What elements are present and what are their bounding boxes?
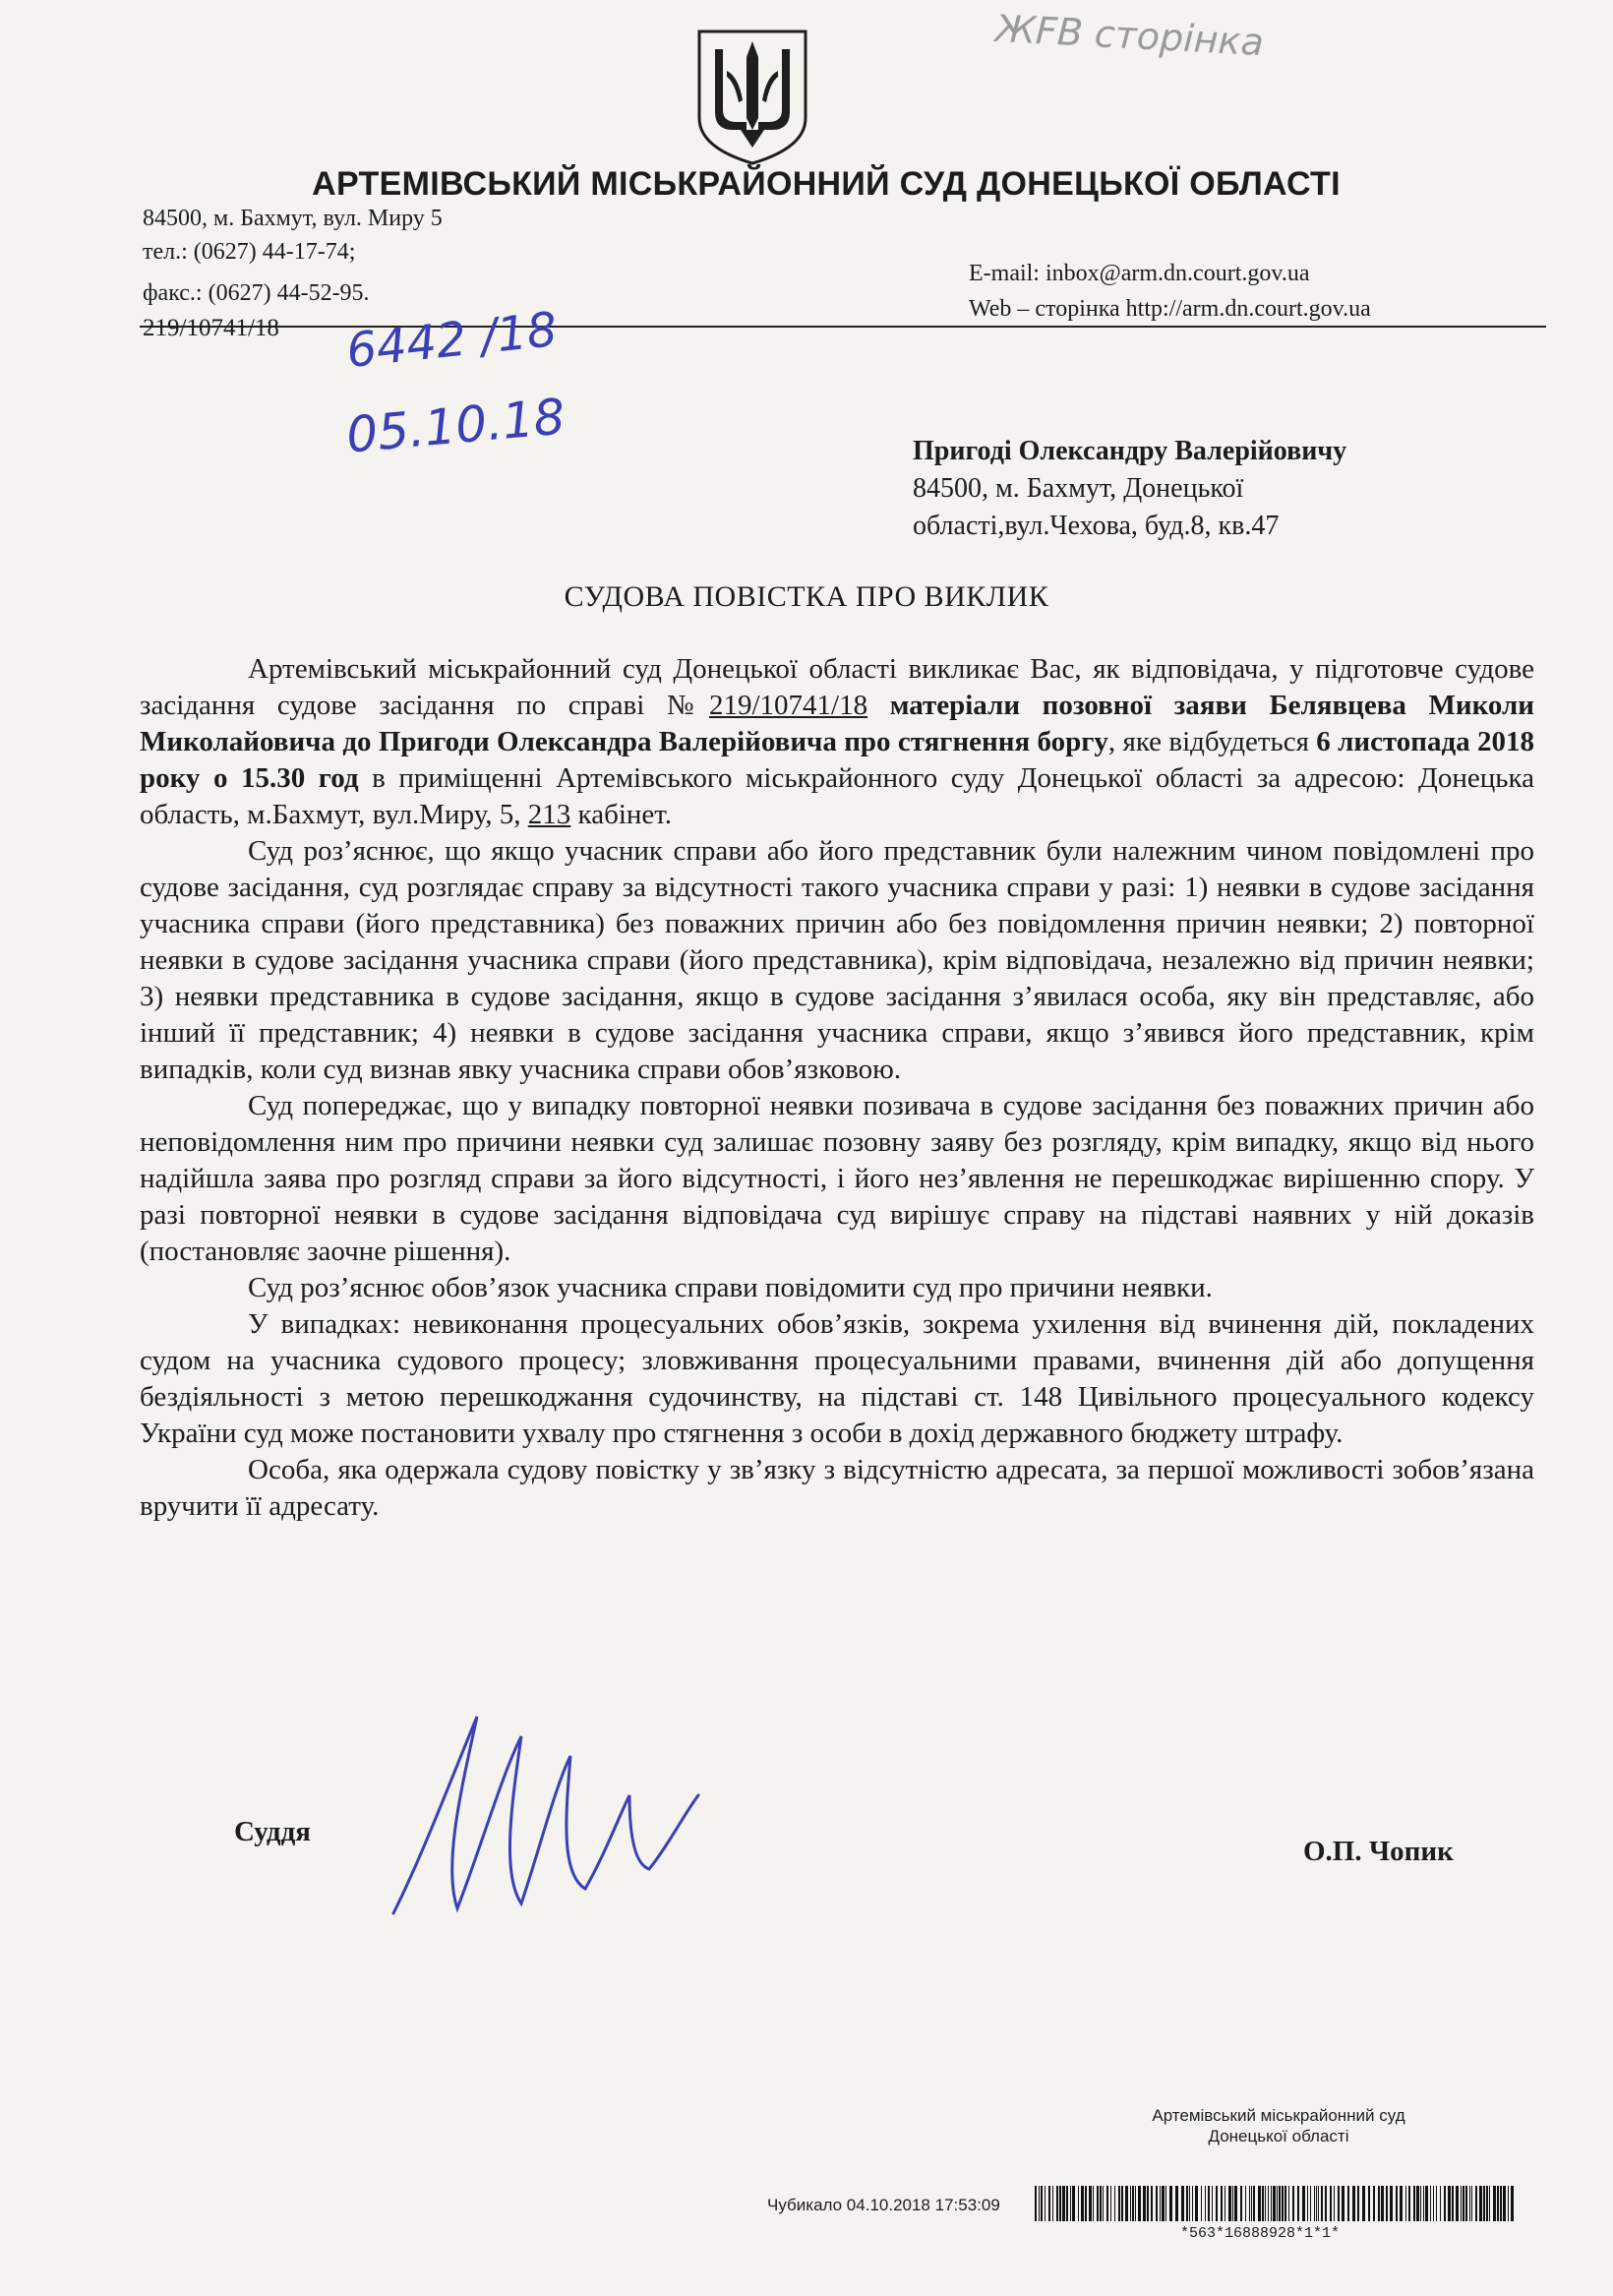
handwritten-registration-date: 05.10.18 xyxy=(343,388,568,464)
paragraph-delivery: Особа, яка одержала судову повістку у зв’язку з відсутністю адресата, за першої можливості зобов’язана вручити її адресату. xyxy=(140,1454,1534,1522)
court-address: 84500, м. Бахмут, вул. Миру 5 xyxy=(143,206,443,231)
barcode-number: *563*16888928*1*1* xyxy=(1180,2225,1341,2242)
addressee-name: Пригоді Олександру Валерійовичу xyxy=(913,436,1347,466)
summons-mid: , яке відбудеться xyxy=(1107,726,1317,757)
hearing-datetime: 6 листопада 2018 року о 15.30 год xyxy=(140,726,1534,794)
case-number: 219/10741/18 xyxy=(708,690,868,721)
hearing-room: 213 xyxy=(527,799,571,830)
hearing-place: в приміщенні Артемівського міськрайонного суду Донецької області за адресою: Донецька область, м.Бахмут, вул.Миру, 5, xyxy=(140,762,1534,830)
summons-body xyxy=(140,651,1534,1525)
handwritten-signature xyxy=(384,1707,708,1933)
registration-court xyxy=(1131,2105,1426,2146)
registration-datetime: Чубикало 04.10.2018 17:53:09 xyxy=(767,2196,1000,2214)
addressee-address-line2: області,вул.Чехова, буд.8, кв.47 xyxy=(913,511,1280,541)
court-name: АРТЕМІВСЬКИЙ МІСЬКРАЙОННИЙ СУД ДОНЕЦЬКОЇ ОБЛАСТІ xyxy=(312,165,1341,203)
paragraph-fine: У випадках: невиконання процесуальних обов’язків, зокрема ухилення від вчинення дій, покладених судом на учасника судового процесу; зловживання процесуальними правами, вчинення дій або допущення бездіяльності з метою перешкоджання судочинству, на підставі ст. 148 Цивільного процесуального кодексу України суд може постановити ухвалу про стягнення з особи в дохід державного бюджету штрафу. xyxy=(140,1308,1534,1449)
court-email: E-mail: inbox@arm.dn.court.gov.ua xyxy=(969,261,1310,286)
paragraph-summons xyxy=(140,651,1534,833)
paragraph-absence-rules: Суд роз’яснює, що якщо учасник справи або його представник були належним чином повідомлені про судове засідання, суд розглядає справу за відсутності такого учасника справи у разі: 1) неявки в судове засідання учасника справи (його представника) без поважних причин або без повідомлення причин неявки; 2) повторної неявки в судове засідання учасника справи (його представника), крім відповідача, незалежно від причин неявки; 3) неявки представника в судове засідання, якщо в судове засідання з’явилася особа, яку він представляє, або інший її представник; 4) неявки в судове засідання учасника справи, якщо з’явився його представник, крім випадків, коли суд визнав явку учасника справи обов’язковою. xyxy=(140,835,1534,1085)
registration-court-line2: Донецької області xyxy=(1208,2127,1349,2145)
registration-court-line1: Артемівський міськрайонний суд xyxy=(1152,2106,1405,2125)
case-subject: матеріали позовної заяви Белявцева Миколи Миколайовича до Пригоди Олександра Валерійовича про стягнення боргу xyxy=(140,690,1534,757)
addressee-block xyxy=(913,433,1464,545)
handwritten-page-note: ЖFB сторінка xyxy=(994,6,1265,65)
court-fax: факс.: (0627) 44-52-95. xyxy=(143,280,370,306)
summons-tail: кабінет. xyxy=(570,799,673,830)
paragraph-warning: Суд попереджає, що у випадку повторної неявки позивача в судове засідання без поважних причин або неповідомлення ним про причини неявки суд залишає позовну заяву без розгляду, крім випадку, якщо від нього надійшла заява про розгляд справи за його відсутності, і його нез’явлення не перешкоджає вирішенню спору. У разі повторної неявки в судове засідання відповідача суд вирішує справу на підставі наявних у ній доказів (постановляє заочне рішення). xyxy=(140,1090,1534,1267)
court-website: Web – сторінка http://arm.dn.court.gov.ua xyxy=(969,296,1371,322)
judge-name: О.П. Чопик xyxy=(1303,1836,1454,1867)
handwritten-registration-number: 6442 /18 xyxy=(343,301,561,380)
court-phone: тел.: (0627) 44-17-74; xyxy=(143,239,356,265)
addressee-address-line1: 84500, м. Бахмут, Донецької xyxy=(913,473,1244,504)
signature-role: Суддя xyxy=(234,1816,311,1847)
outgoing-number: 219/10741/18 xyxy=(143,315,279,341)
document-title: СУДОВА ПОВІСТКА ПРО ВИКЛИК xyxy=(564,580,1049,613)
paragraph-duty-notify: Суд роз’яснює обов’язок учасника справи повідомити суд про причини неявки. xyxy=(248,1272,1213,1303)
summons-intro: Артемівський міськрайонний суд Донецької області викликає Вас, як відповідача, у підготовче судове засідання судове засідання по справі № xyxy=(140,653,1534,721)
coat-of-arms-icon xyxy=(693,28,811,167)
barcode xyxy=(1035,2186,1517,2221)
